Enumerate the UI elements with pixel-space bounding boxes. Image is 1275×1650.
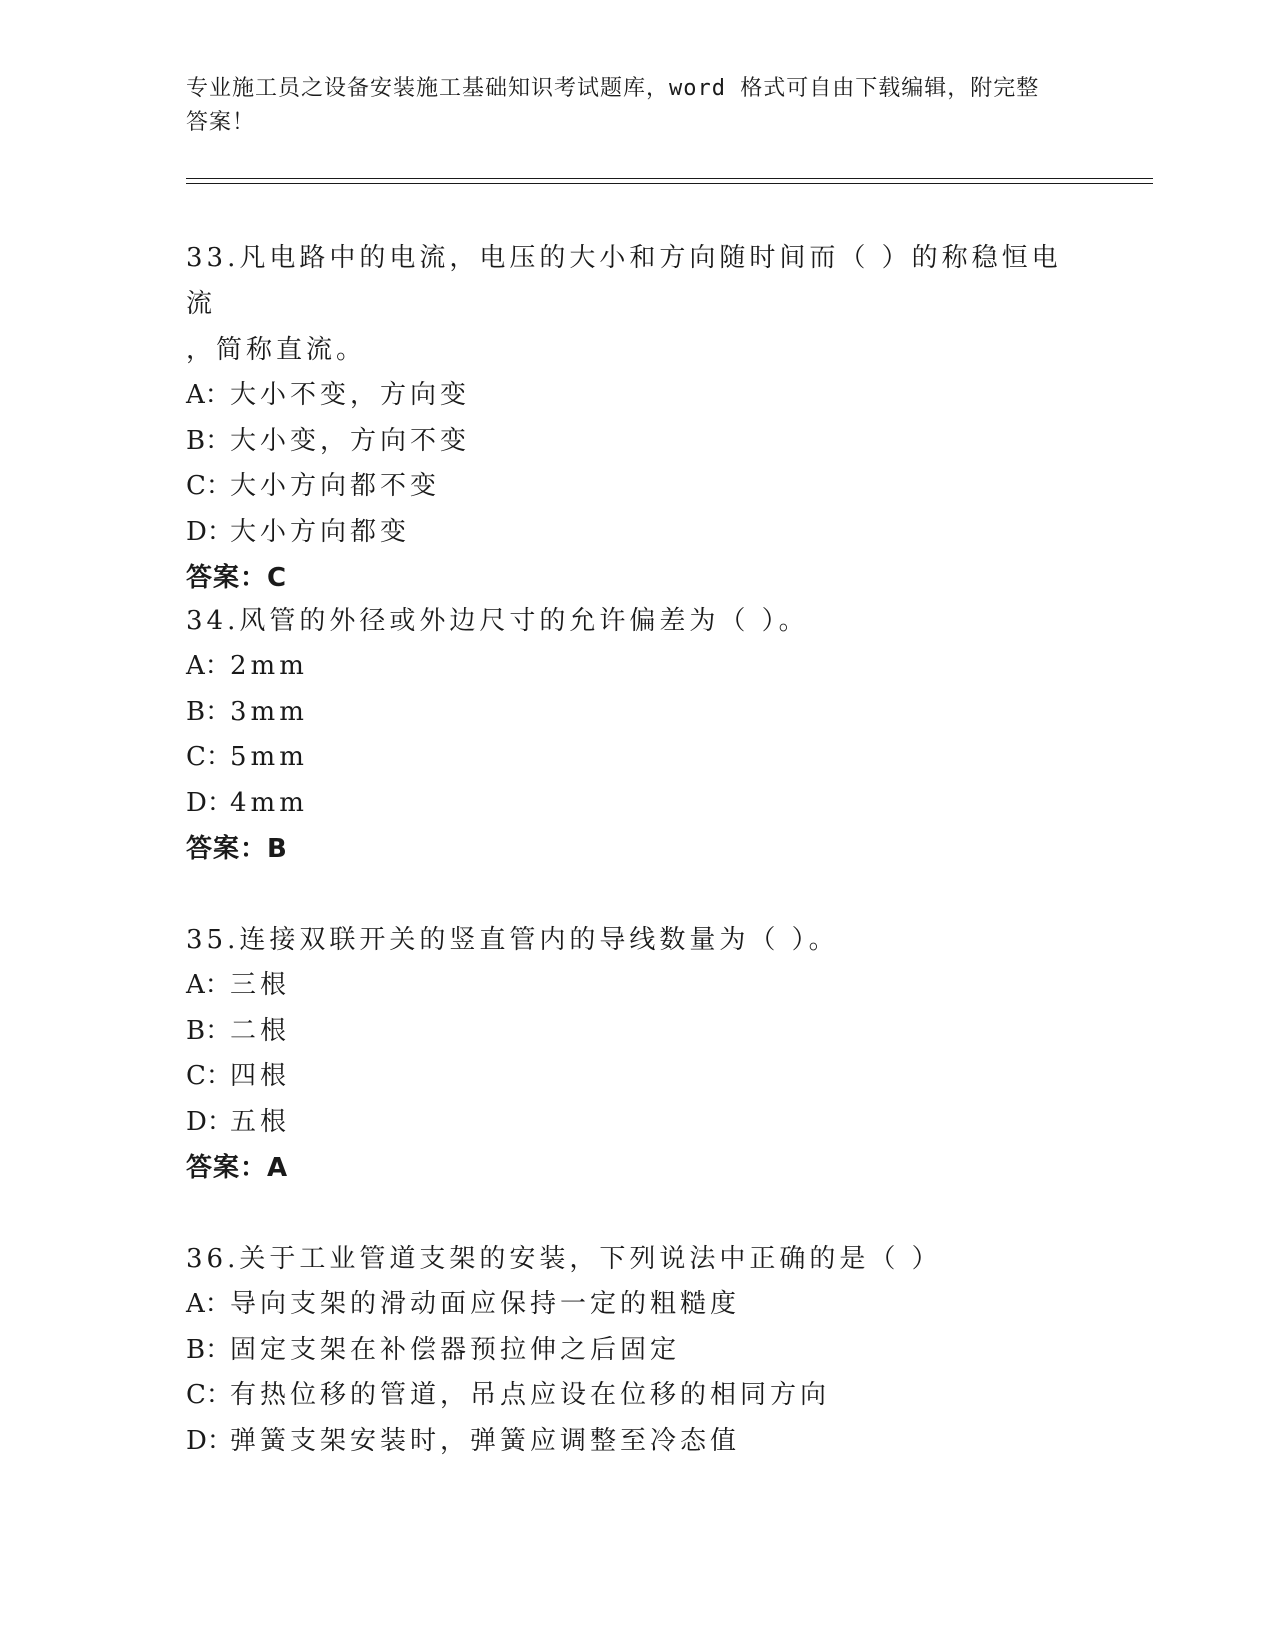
option-text: 5mm xyxy=(230,742,308,772)
question-stem: 34.风管的外径或外边尺寸的允许偏差为（ ）。 xyxy=(186,606,809,636)
option-b xyxy=(186,1328,1086,1374)
option-text: 导向支架的滑动面应保持一定的粗糙度 xyxy=(230,1289,741,1319)
header-divider-top xyxy=(186,178,1153,179)
answer-line: 答案：C xyxy=(186,563,288,593)
option-key: D： xyxy=(186,1106,233,1137)
header-divider-bottom xyxy=(186,183,1153,184)
option-d xyxy=(186,781,1086,827)
answer-line: 答案：B xyxy=(186,834,288,864)
option-key: B： xyxy=(186,696,232,727)
option-text: 三根 xyxy=(230,970,291,1000)
option-a xyxy=(186,644,1086,690)
option-key: C： xyxy=(186,1061,232,1091)
option-key: D： xyxy=(186,1425,233,1456)
option-text: 大小变，方向不变 xyxy=(230,425,471,456)
question-stem: 35.连接双联开关的竖直管内的导线数量为（ ）。 xyxy=(186,925,839,955)
question-34 xyxy=(186,598,1086,872)
question-stem: 36.关于工业管道支架的安装，下列说法中正确的是（ ） xyxy=(186,1244,942,1274)
question-33 xyxy=(186,235,1086,601)
option-d xyxy=(186,510,1086,556)
option-text: 四根 xyxy=(230,1061,291,1091)
option-text: 4mm xyxy=(230,787,308,818)
option-key: C： xyxy=(186,1380,232,1410)
option-d xyxy=(186,1100,1086,1146)
option-b xyxy=(186,1009,1086,1055)
option-text: 大小不变，方向变 xyxy=(230,380,471,410)
question-36 xyxy=(186,1236,1086,1464)
option-key: D： xyxy=(186,787,233,818)
document-header: 专业施工员之设备安装施工基础知识考试题库，word 格式可自由下载编辑，附完整答案！ xyxy=(186,76,1040,135)
option-a xyxy=(186,373,1086,419)
option-text: 大小方向都变 xyxy=(230,516,411,547)
option-key: B： xyxy=(186,1334,232,1365)
option-b xyxy=(186,690,1086,736)
option-d xyxy=(186,1419,1086,1465)
option-text: 有热位移的管道，吊点应设在位移的相同方向 xyxy=(230,1380,831,1410)
option-key: A： xyxy=(186,651,231,681)
option-key: B： xyxy=(186,1015,232,1046)
option-text: 固定支架在补偿器预拉伸之后固定 xyxy=(230,1334,681,1365)
question-stem-continued: ，简称直流。 xyxy=(186,335,367,365)
answer-line: 答案：A xyxy=(186,1153,289,1183)
option-text: 3mm xyxy=(230,696,308,727)
option-key: C： xyxy=(186,742,232,772)
option-c xyxy=(186,464,1086,510)
option-text: 大小方向都不变 xyxy=(230,471,441,501)
option-c xyxy=(186,735,1086,781)
option-text: 弹簧支架安装时，弹簧应调整至冷态值 xyxy=(230,1425,741,1456)
option-key: A： xyxy=(186,380,231,410)
option-text: 2mm xyxy=(230,651,308,681)
question-stem: 33.凡电路中的电流，电压的大小和方向随时间而（ ）的称稳恒电流 xyxy=(186,243,1062,319)
option-a xyxy=(186,1282,1086,1328)
option-key: D： xyxy=(186,516,233,547)
option-text: 二根 xyxy=(230,1015,291,1046)
option-b xyxy=(186,419,1086,465)
option-text: 五根 xyxy=(230,1106,291,1137)
question-35 xyxy=(186,917,1086,1191)
option-a xyxy=(186,963,1086,1009)
option-key: C： xyxy=(186,471,232,501)
option-c xyxy=(186,1054,1086,1100)
option-key: A： xyxy=(186,1289,231,1319)
option-c xyxy=(186,1373,1086,1419)
option-key: A： xyxy=(186,970,231,1000)
option-key: B： xyxy=(186,425,232,456)
